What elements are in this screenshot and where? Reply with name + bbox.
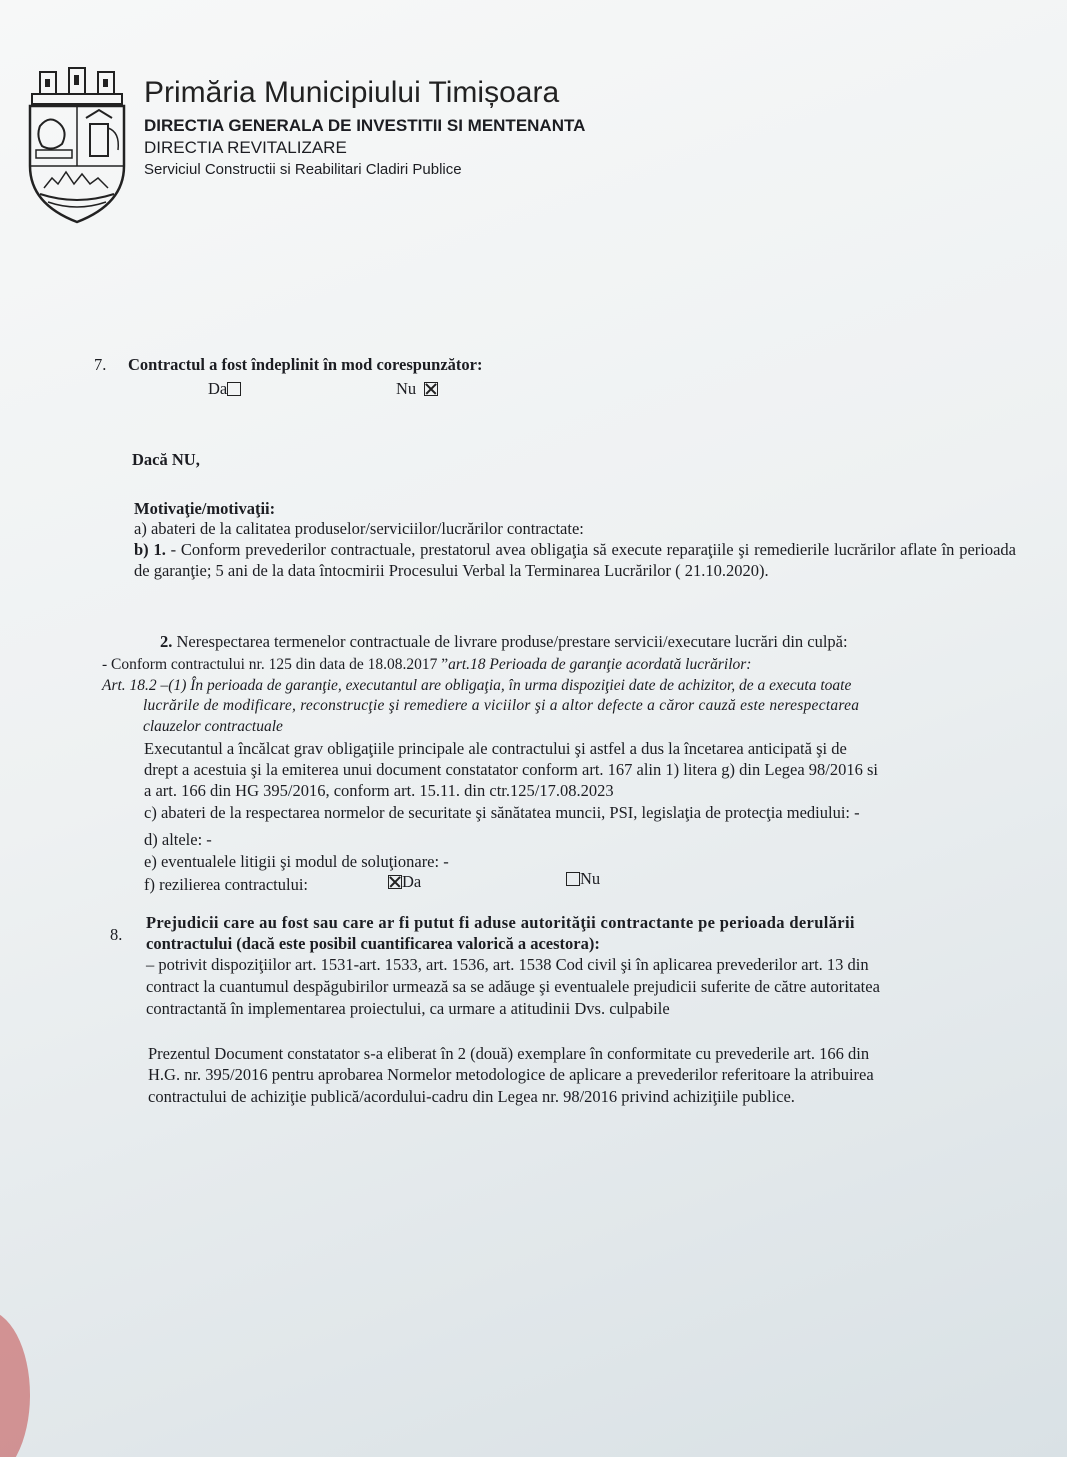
section7-number: 7.: [94, 355, 107, 374]
section8-text-line-2: contract la cuantumul despăgubirilor urmează sa se adăuge şi eventualele prejudicii suferite de către autoritatea: [146, 977, 880, 996]
article-line-1: Art. 18.2 –(1) În perioada de garanţie, executantul are obligaţia, în urma dispoziţiei date de achizitor, de a executa toate: [102, 677, 852, 694]
if-no-heading: Dacă NU,: [132, 450, 200, 469]
termination-no-row: [566, 868, 600, 889]
item-2: [160, 631, 848, 652]
article-line-2: lucrările de modificare, reconstrucţie şi remediere a viciilor şi a altor defecte a căror cauză este nerespectarea: [143, 697, 860, 714]
option-no-row: [396, 378, 438, 399]
breach-line-3: a art. 166 din HG 395/2016, conform art. 15.11. din ctr.125/17.08.2023: [144, 781, 614, 800]
section8-text-line-3: contractantă în implementarea proiectului, ca urmare a atitudinii Dvs. culpabile: [146, 999, 670, 1018]
item-2-label: 2.: [160, 632, 173, 651]
section8-title-line-2: contractului (dacă este posibil cuantificarea valorică a acestora):: [146, 934, 600, 953]
item-d: d) altele: -: [144, 830, 212, 849]
breach-line-1: Executantul a încălcat grav obligaţiile principale ale contractului şi astfel a dus la încetarea anticipată şi de: [144, 739, 847, 758]
directorate: DIRECTIA REVITALIZARE: [144, 138, 347, 157]
checkbox-yes[interactable]: [227, 382, 241, 396]
letterhead: [144, 76, 585, 178]
service-name: Serviciul Constructii si Reabilitari Cladiri Publice: [144, 161, 462, 178]
closing-line-2: H.G. nr. 395/2016 pentru aprobarea Normelor metodologice de aplicare a prevederilor referitoare la atribuirea: [148, 1065, 874, 1084]
closing-line-3: contractului de achiziţie publică/acordului-cadru din Legea nr. 98/2016 privind achiziţiile publice.: [148, 1087, 795, 1106]
section7-title: Contractul a fost îndeplinit în mod corespunzător:: [128, 355, 483, 374]
item-b-label: b) 1.: [134, 540, 166, 559]
checkbox-termination-yes-checked[interactable]: [388, 875, 402, 889]
option-no-label: Nu: [396, 379, 417, 398]
option-yes-row: [208, 378, 241, 399]
contract-ref-text: - Conform contractului nr. 125 din data de 18.08.2017 ”: [102, 656, 449, 673]
item-c: c) abateri de la respectarea normelor de securitate şi sănătatea muncii, PSI, legislaţia de protecţia mediului: -: [144, 803, 860, 822]
section8-title-line-1: Prejudicii care au fost sau care ar fi putut fi aduse autorităţii contractante pe perioada derulării: [146, 913, 855, 932]
directorate-general: DIRECTIA GENERALA DE INVESTITII SI MENTENANTA: [144, 116, 586, 135]
city-crest-icon: [22, 66, 132, 226]
contract-ref-article: art.18 Perioada de garanţie acordată lucrărilor:: [448, 656, 752, 673]
section8-text-line-1: – potrivit dispoziţiilor art. 1531-art. 1533, art. 1536, art. 1538 Cod civil şi în aplicarea prevederilor art. 13 din: [146, 955, 869, 974]
item-e: e) eventualele litigii şi modul de soluţionare: -: [144, 852, 449, 871]
termination-yes-label: Da: [402, 872, 422, 891]
checkbox-termination-no[interactable]: [566, 872, 580, 886]
finger-shadow: [0, 1310, 30, 1457]
motivation-title: Motivaţie/motivaţii:: [134, 499, 276, 518]
item-b-text: - Conform prevederilor contractuale, prestatorul avea obligaţia să execute reparaţiile şi remedierile lucrărilor aflate în perioada de garanţie; 5 ani de la data întocmirii Procesului Verbal la Terminarea Lucrărilor ( 21.10.2020).: [134, 540, 1016, 580]
section8-number: 8.: [110, 925, 123, 944]
termination-yes-row: [388, 871, 421, 892]
institution-name: Primăria Municipiului Timișoara: [144, 76, 560, 109]
item-a: a) abateri de la calitatea produselor/serviciilor/lucrărilor contractate:: [134, 519, 584, 538]
breach-line-2: drept a acestuia şi la emiterea unui document constatator conform art. 167 alin 1) litera g) din Legea 98/2016 si: [144, 760, 879, 779]
closing-line-1: Prezentul Document constatator s-a eliberat în 2 (două) exemplare în conformitate cu prevederile art. 166 din: [148, 1044, 870, 1063]
item-f: f) rezilierea contractului:: [144, 875, 308, 894]
option-yes-label: Da: [208, 379, 228, 398]
checkbox-no-checked[interactable]: [424, 382, 438, 396]
item-b: [134, 539, 1016, 581]
item-2-text: Nerespectarea termenelor contractuale de livrare produse/prestare servicii/executare lucrări din culpă:: [176, 632, 848, 651]
article-line-3: clauzelor contractuale: [143, 718, 283, 735]
termination-no-label: Nu: [580, 869, 601, 888]
contract-ref: [102, 654, 751, 675]
